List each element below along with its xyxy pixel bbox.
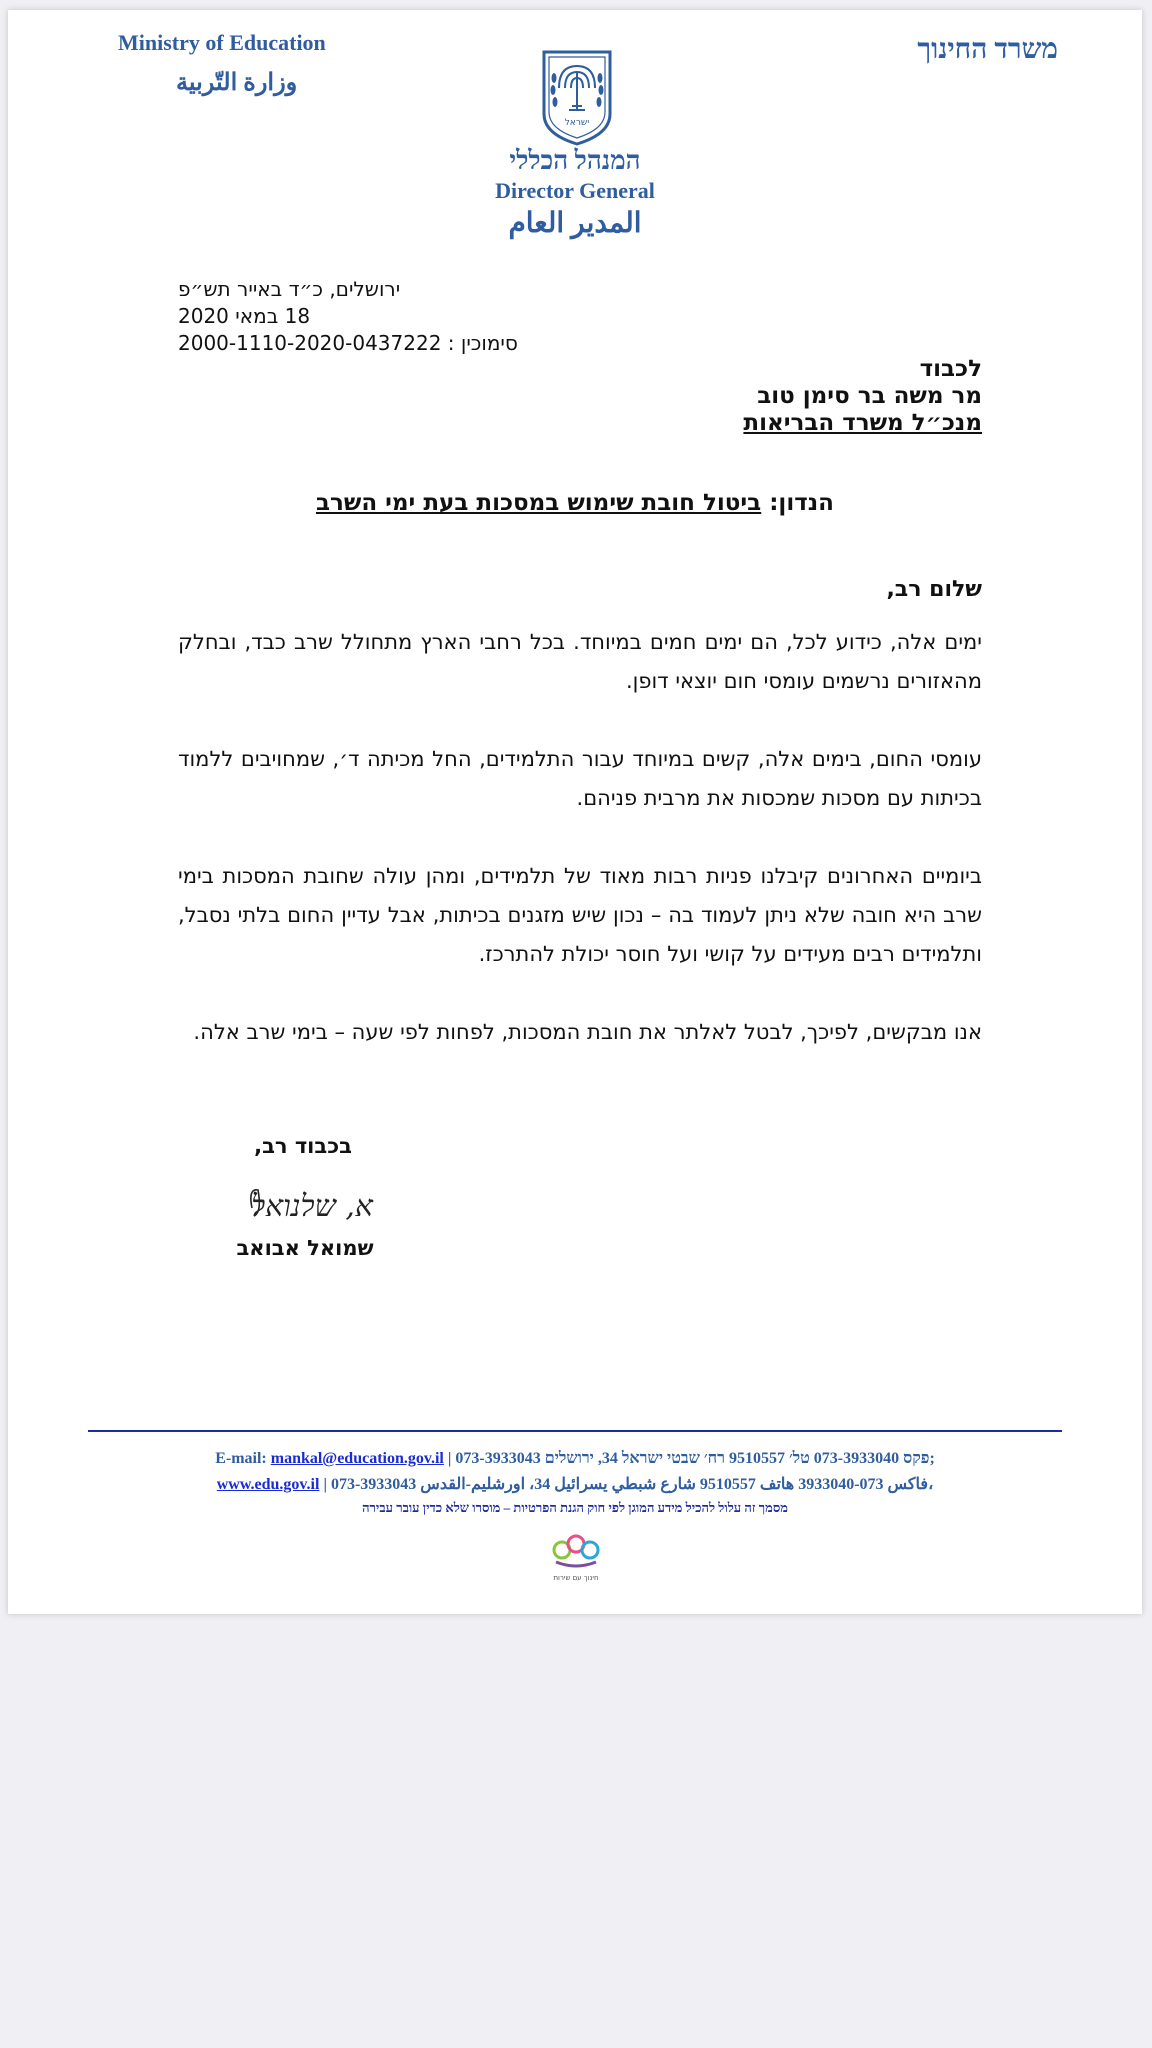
- footer-contact-arabic: [8, 1474, 1142, 1494]
- recipient-salutation: לכבוד: [919, 356, 982, 382]
- body-paragraph: אנו מבקשים, לפיכך, לבטל לאלתר את חובת המסכות, לפחות לפי שעה – בימי שרב אלה.: [193, 1020, 982, 1044]
- director-general-hebrew: המנהל הכללי: [509, 146, 641, 175]
- director-general-arabic: المدير العام: [508, 208, 642, 239]
- footer-divider: [88, 1430, 1062, 1432]
- subject-line: [8, 490, 1142, 516]
- subject-text: ביטול חובת שימוש במסכות בעת ימי השרב: [316, 490, 762, 516]
- gregorian-date: 18 במאי 2020: [178, 304, 311, 328]
- footer-address-hebrew: | 073-3933043 פקס 073-3933040 טל׳ 9510557 רח׳ שבטי ישראל 34, ירושלים;: [443, 1450, 935, 1467]
- state-emblem-icon: [538, 48, 616, 146]
- body-paragraph: ביומיים האחרונים קיבלנו פניות רבות מאוד של תלמידים, ומהן עולה שחובת המסכות בימי שרב היא חובה שלא ניתן לעמוד בה – נכון שיש מזגנים בכיתות, אבל עדיין החום בלתי נסבל, ותלמידים רבים מעידים על קושי ועל חוסר יכולת להתרכז.: [178, 864, 982, 966]
- body-paragraph: עומסי החום, בימים אלה, קשים במיוחד עבור התלמידים, החל מכיתה ד׳, שמחויבים ללמוד בכיתות עם מסכות שמכסות את מרבית פניהם.: [178, 747, 982, 810]
- letter-page: [8, 10, 1142, 1614]
- service-logo-icon: [544, 1530, 608, 1584]
- director-general-english: Director General: [495, 178, 655, 203]
- footer-contact-hebrew: [8, 1450, 1142, 1468]
- subject-label: הנדון:: [761, 490, 834, 516]
- website-link[interactable]: www.edu.gov.il: [216, 1476, 320, 1493]
- hebrew-date: ירושלים, כ״ד באייר תש״פ: [178, 277, 401, 301]
- footer-address-arabic: | 073-3933043 فاكس 073-3933040 هاتف 9510557 شارع شبطي يسرائيل 34، اورشليم-القدس،: [319, 1476, 934, 1493]
- letter-body: [178, 570, 982, 1091]
- recipient-name: מר משה בר סימן טוב: [757, 383, 982, 409]
- ministry-name-hebrew: משרד החינוך: [917, 34, 1058, 65]
- ministry-name-english: Ministry of Education: [118, 30, 326, 55]
- greeting: שלום רב,: [886, 577, 982, 602]
- privacy-notice: מסמך זה עלול להכיל מידע המוגן לפי חוק הגנת הפרטיות – מוסרו שלא כדין עובר עבירה: [362, 1500, 788, 1515]
- closing: בכבוד רב,: [254, 1134, 352, 1158]
- signature-handwriting: א, שלנואל: [251, 1189, 373, 1224]
- ministry-name-arabic: وزارة التّربية: [176, 70, 298, 96]
- signer-name: שמואל אבואב: [236, 1236, 374, 1260]
- reference-number: סימוכין : 2000-1110-2020-0437222: [178, 331, 518, 355]
- emblem-label: ישראל: [564, 118, 590, 128]
- recipient-title: מנכ״ל משרד הבריאות: [743, 410, 982, 436]
- logo-text: חינוך עם שירות: [553, 1574, 599, 1582]
- recipient-block: [743, 356, 982, 437]
- body-paragraph: ימים אלה, כידוע לכל, הם ימים חמים במיוחד. בכל רחבי הארץ מתחולל שרב כבד, ובחלק מהאזורים נרשמים עומסי חום יוצאי דופן.: [178, 630, 982, 693]
- handwritten-signature: [236, 1168, 380, 1240]
- letter-meta: [178, 276, 518, 357]
- email-label: E-mail:: [215, 1450, 271, 1467]
- email-link[interactable]: mankal@education.gov.il: [270, 1450, 444, 1467]
